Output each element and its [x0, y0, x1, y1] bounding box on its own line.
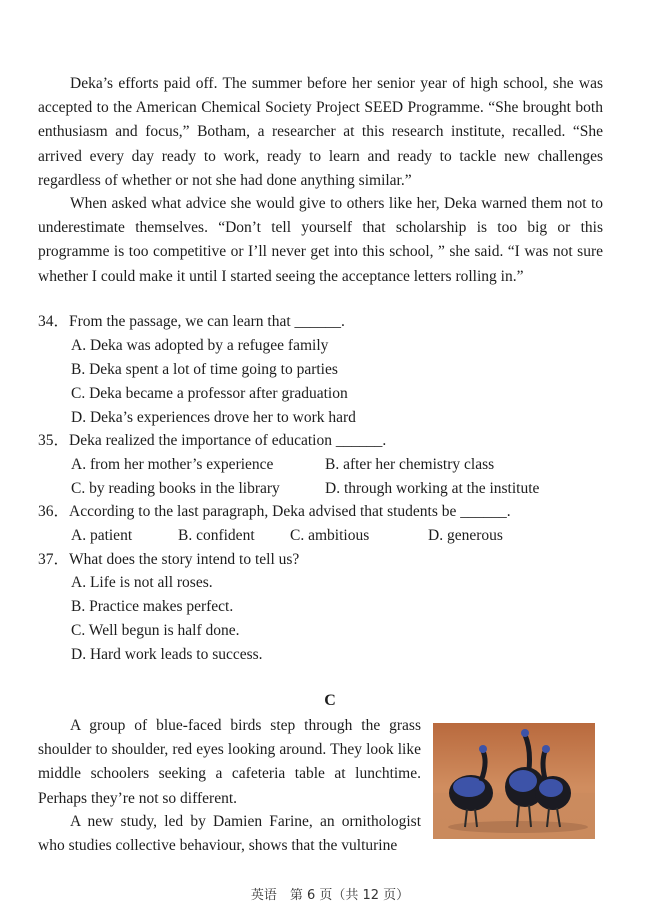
- section-c-paragraph-2: A new study, led by Damien Farine, an ornithologist who studies collective behaviour, shows that the vulturine: [38, 813, 421, 855]
- question-35-option-c: C. by reading books in the library: [71, 480, 280, 497]
- question-36-option-d: D. generous: [428, 527, 503, 544]
- question-36-option-b: B. confident: [178, 527, 255, 544]
- question-36-option-a: A. patient: [71, 527, 133, 544]
- question-37-option-d: D. Hard work leads to success.: [71, 646, 263, 663]
- passage-paragraph-1: Deka’s efforts paid off. The summer before her senior year of high school, she was accepted to the American Chemical Society Project SEED Programme. “She brought both enthusiasm and focus,” Botham, a researcher at this research institute, recalled. “She arrived every day ready to work, ready to learn and ready to tackle new challenges regardless of whether or not she had done anything similar.”: [38, 75, 603, 189]
- section-heading: C: [324, 692, 336, 709]
- question-34-option-a: A. Deka was adopted by a refugee family: [71, 337, 329, 354]
- question-37-stem: 37．What does the story intend to tell us?: [38, 551, 300, 568]
- question-35-option-d: D. through working at the institute: [325, 480, 540, 497]
- passage-paragraph-2: When asked what advice she would give to others like her, Deka warned them not to underestimate themselves. “Don’t tell yourself that scholarship is too big or this programme is too competitive or I’ll never get into this school, ” she said. “I was not sure whether I could make it until I started seeing the acceptance letters rolling in.”: [38, 195, 603, 285]
- question-34-option-b: B. Deka spent a lot of time going to parties: [71, 361, 338, 378]
- question-34-option-c: C. Deka became a professor after graduation: [71, 385, 348, 402]
- question-35-option-a: A. from her mother’s experience: [71, 456, 274, 473]
- question-37-option-b: B. Practice makes perfect.: [71, 598, 234, 615]
- question-35-stem: 35．Deka realized the importance of education ______.: [38, 432, 387, 449]
- question-35-option-b: B. after her chemistry class: [325, 456, 495, 473]
- question-36-stem: 36．According to the last paragraph, Deka advised that students be ______.: [38, 503, 511, 520]
- question-34-stem: 34．From the passage, we can learn that ______.: [38, 313, 345, 330]
- question-36-option-c: C. ambitious: [290, 527, 370, 544]
- section-c-paragraph-1: A group of blue-faced birds step through the grass shoulder to shoulder, red eyes looking around. They look like middle schoolers seeking a cafeteria table at lunchtime. Perhaps they’re not so different.: [38, 717, 421, 807]
- question-34-option-d: D. Deka’s experiences drove her to work hard: [71, 409, 356, 426]
- page-footer: 英语 第 6 页（共 12 页）: [250, 888, 410, 903]
- question-37-option-a: A. Life is not all roses.: [71, 574, 213, 591]
- question-37-option-c: C. Well begun is half done.: [71, 622, 240, 639]
- vulturine-guineafowl-photo: [433, 723, 595, 839]
